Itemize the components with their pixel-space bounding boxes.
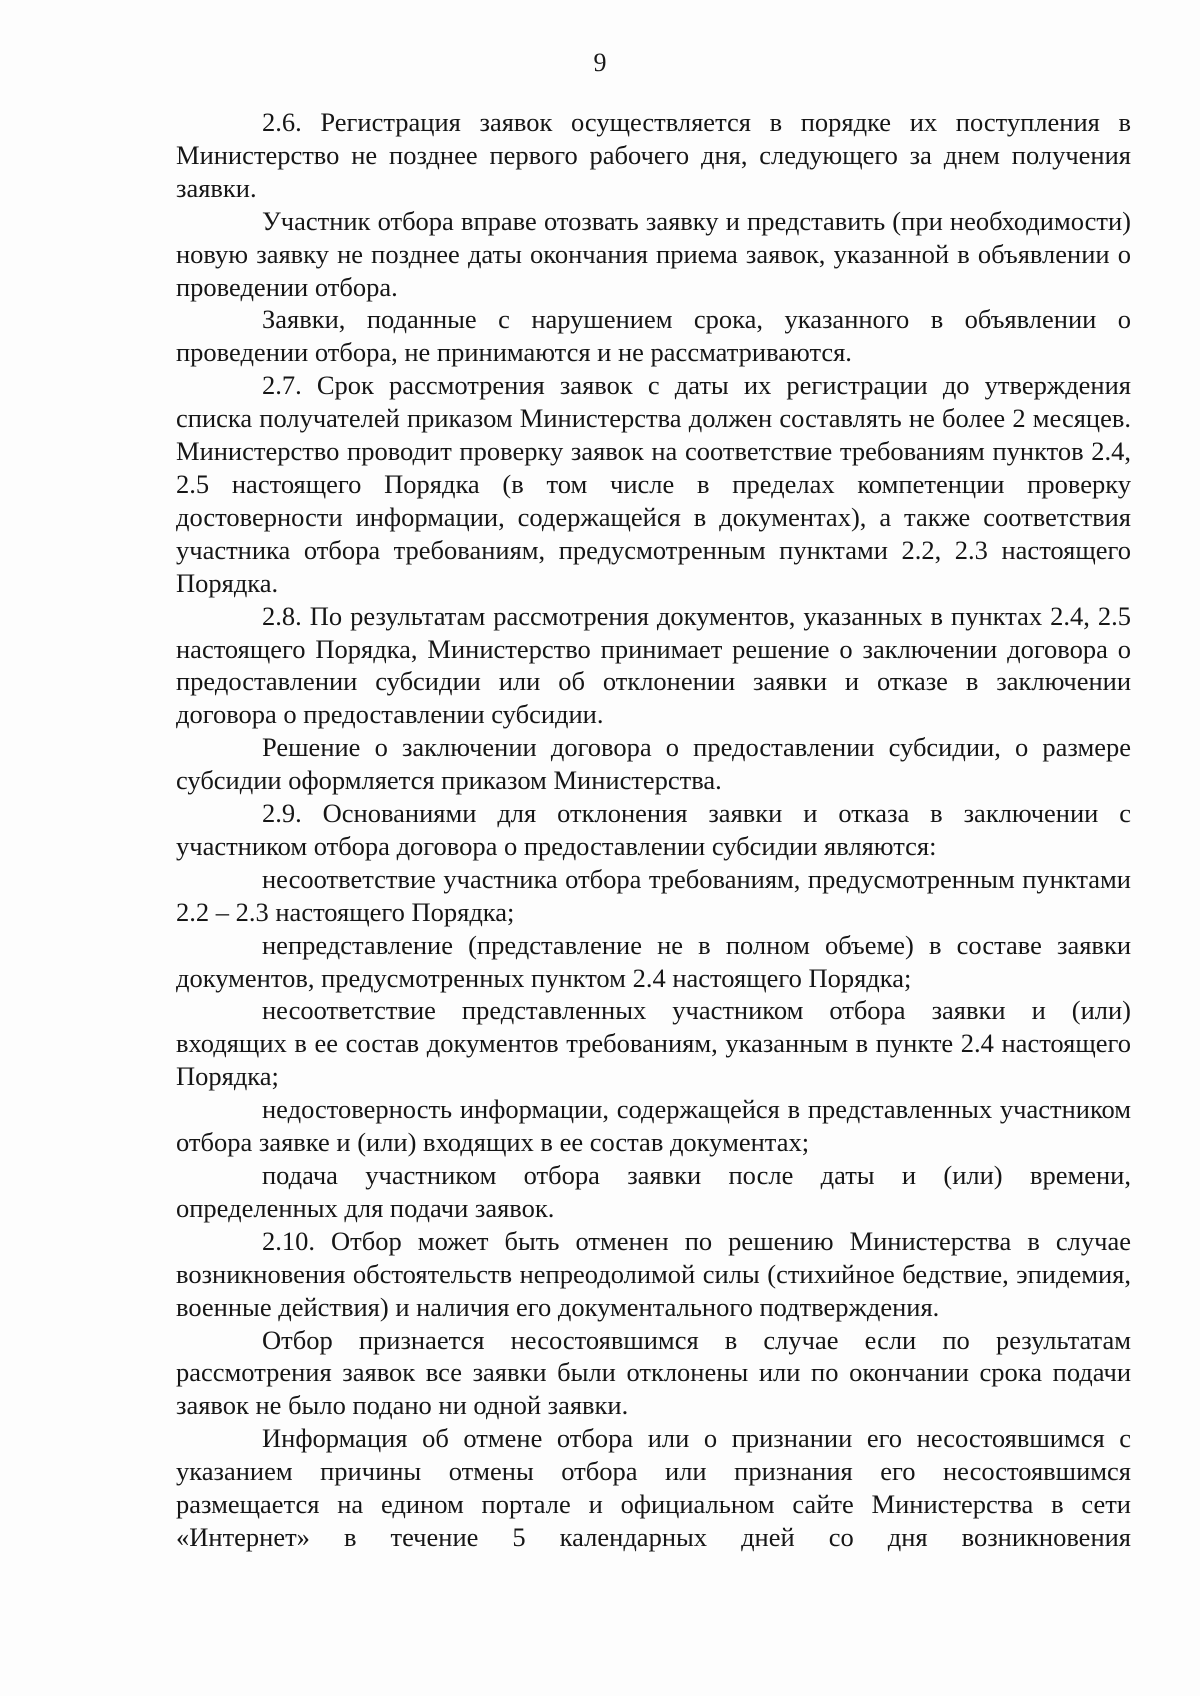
paragraph-2-8: 2.8. По результатам рассмотрения документов, указанных в пунктах 2.4, 2.5 настоящего Порядка, Министерство принимает решение о заключении договора о предоставлении субсидии или об отклонении заявки и отказе в заключении договора о предоставлении субсидии. (176, 600, 1131, 730)
paragraph-2-6: 2.6. Регистрация заявок осуществляется в порядке их поступления в Министерство не позднее первого рабочего дня, следующего за днем получения заявки. (176, 107, 1131, 203)
paragraph-late-applications: Заявки, поданные с нарушением срока, указанного в объявлении о проведении отбора, не принимаются и не рассматриваются. (176, 304, 1131, 368)
list-item-nonconformity-documents: несоответствие представленных участником отбора заявки и (или) входящих в ее состав документов требованиям, указанным в пункте 2.4 настоящего Порядка; (176, 995, 1131, 1092)
list-item-incomplete-documents: непредставление (представление не в полном объеме) в составе заявки документов, предусмотренных пунктом 2.4 настоящего Порядка; (176, 929, 1131, 993)
list-item-unreliable-information: недостоверность информации, содержащейся в представленных участником отбора заявке и (или) входящих в ее состав документах; (176, 1094, 1131, 1158)
document-body (176, 106, 1131, 1554)
list-item-nonconformity-requirements: несоответствие участника отбора требованиям, предусмотренным пунктами 2.2 – 2.3 настоящего Порядка; (176, 863, 1131, 927)
paragraph-2-7: 2.7. Срок рассмотрения заявок с даты их регистрации до утверждения списка получателей приказом Министерства должен составлять не более 2 месяцев. Министерство проводит проверку заявок на соответствие требованиям пунктов 2.4, 2.5 настоящего Порядка (в том числе в пределах компетенции проверку достоверности информации, содержащейся в документах), а также соответствия участника отбора требованиям, предусмотренным пунктами 2.2, 2.3 настоящего Порядка. (176, 370, 1131, 598)
paragraph-failed-selection: Отбор признается несостоявшимся в случае если по результатам рассмотрения заявок все заявки были отклонены или по окончании срока подачи заявок не было подано ни одной заявки. (176, 1324, 1131, 1421)
paragraph-2-9: 2.9. Основаниями для отклонения заявки и отказа в заключении с участником отбора договора о предоставлении субсидии являются: (176, 798, 1131, 861)
page-number: 9 (593, 48, 607, 77)
paragraph-withdraw-application: Участник отбора вправе отозвать заявку и представить (при необходимости) новую заявку не позднее даты окончания приема заявок, указанной в объявлении о проведении отбора. (176, 205, 1131, 302)
paragraph-decision: Решение о заключении договора о предоставлении субсидии, о размере субсидии оформляется приказом Министерства. (176, 732, 1131, 796)
paragraph-2-10: 2.10. Отбор может быть отменен по решению Министерства в случае возникновения обстоятельств непреодолимой силы (стихийное бедствие, эпидемия, военные действия) и наличия его документального подтверждения. (176, 1225, 1131, 1322)
paragraph-cancellation-info: Информация об отмене отбора или о признании его несостоявшимся с указанием причины отмены отбора или признания его несостоявшимся размещается на едином портале и официальном сайте Министерства в сети «Интернет» в течение 5 календарных дней со дня возникновения (176, 1423, 1131, 1552)
list-item-late-submission: подача участником отбора заявки после даты и (или) времени, определенных для подачи заявок. (176, 1160, 1131, 1223)
